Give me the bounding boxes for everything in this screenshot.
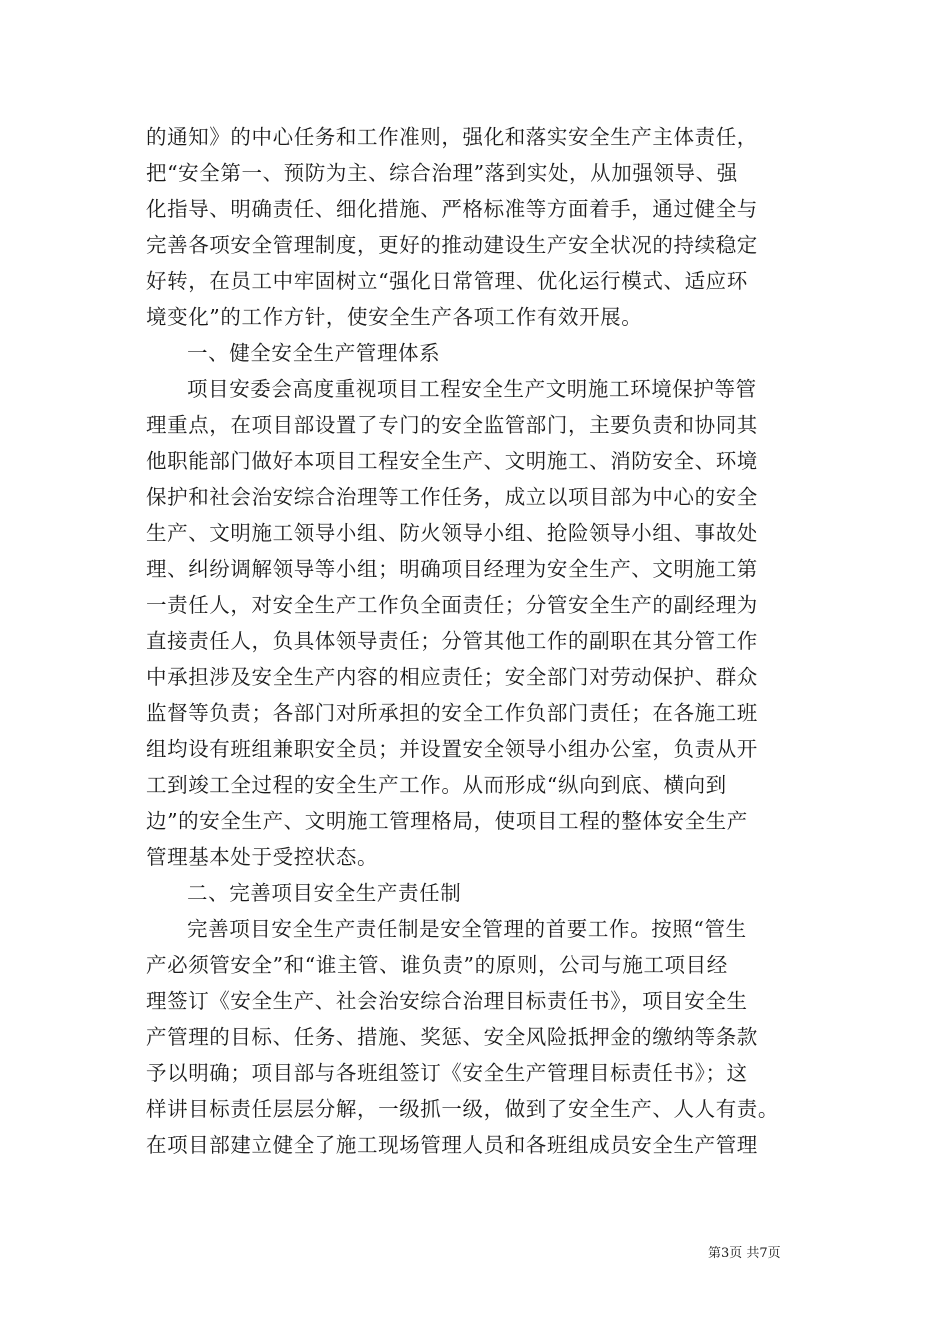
paragraph-line: 把“安全第一、预防为主、综合治理”落到实处，从加强领导、强 <box>146 161 738 185</box>
paragraph-line: 理、纠纷调解领导等小组；明确项目经理为安全生产、文明施工第 <box>146 557 758 581</box>
paragraph-line: 理重点，在项目部设置了专门的安全监管部门，主要负责和协同其 <box>146 413 758 437</box>
paragraph-line: 组均设有班组兼职安全员；并设置安全领导小组办公室，负责从开 <box>146 737 758 761</box>
paragraph-line: 样讲目标责任层层分解，一级抓一级，做到了安全生产、人人有责。 <box>146 1097 779 1121</box>
paragraph-line: 管理基本处于受控状态。 <box>146 845 379 869</box>
paragraph-line: 一责任人，对安全生产工作负全面责任；分管安全生产的副经理为 <box>146 593 758 617</box>
paragraph-line: 在项目部建立健全了施工现场管理人员和各班组成员安全生产管理 <box>146 1133 758 1157</box>
paragraph-line: 好转，在员工中牢固树立“强化日常管理、优化运行模式、适应环 <box>146 269 748 293</box>
paragraph-line: 完善项目安全生产责任制是安全管理的首要工作。按照“管生 <box>187 917 747 941</box>
page-number-footer: 第3页 共7页 <box>708 1246 781 1261</box>
paragraph-line: 保护和社会治安综合治理等工作任务，成立以项目部为中心的安全 <box>146 485 758 509</box>
section-heading-2: 二、完善项目安全生产责任制 <box>187 881 462 905</box>
paragraph-line: 的通知》的中心任务和工作准则，强化和落实安全生产主体责任， <box>146 125 758 149</box>
section-heading-1: 一、健全安全生产管理体系 <box>187 341 441 365</box>
paragraph-line: 境变化”的工作方针，使安全生产各项工作有效开展。 <box>146 305 643 329</box>
paragraph-line: 中承担涉及安全生产内容的相应责任；安全部门对劳动保护、群众 <box>146 665 758 689</box>
paragraph-line: 产必须管安全”和“谁主管、谁负责”的原则，公司与施工项目经 <box>146 953 728 977</box>
paragraph-line: 监督等负责；各部门对所承担的安全工作负部门责任；在各施工班 <box>146 701 758 725</box>
paragraph-line: 工到竣工全过程的安全生产工作。从而形成“纵向到底、横向到 <box>146 773 727 797</box>
paragraph-line: 化指导、明确责任、细化措施、严格标准等方面着手，通过健全与 <box>146 197 758 221</box>
paragraph-line: 项目安委会高度重视项目工程安全生产文明施工环境保护等管 <box>187 377 757 401</box>
paragraph-line: 产管理的目标、任务、措施、奖惩、安全风险抵押金的缴纳等条款 <box>146 1025 758 1049</box>
paragraph-line: 理签订《安全生产、社会治安综合治理目标责任书》，项目安全生 <box>146 989 748 1013</box>
paragraph-line: 直接责任人，负具体领导责任；分管其他工作的副职在其分管工作 <box>146 629 758 653</box>
paragraph-line: 边”的安全生产、文明施工管理格局，使项目工程的整体安全生产 <box>146 809 748 833</box>
paragraph-line: 予以明确；项目部与各班组签订《安全生产管理目标责任书》；这 <box>146 1061 748 1085</box>
paragraph-line: 他职能部门做好本项目工程安全生产、文明施工、消防安全、环境 <box>146 449 758 473</box>
paragraph-line: 生产、文明施工领导小组、防火领导小组、抢险领导小组、事故处 <box>146 521 758 545</box>
paragraph-line: 完善各项安全管理制度，更好的推动建设生产安全状况的持续稳定 <box>146 233 758 257</box>
